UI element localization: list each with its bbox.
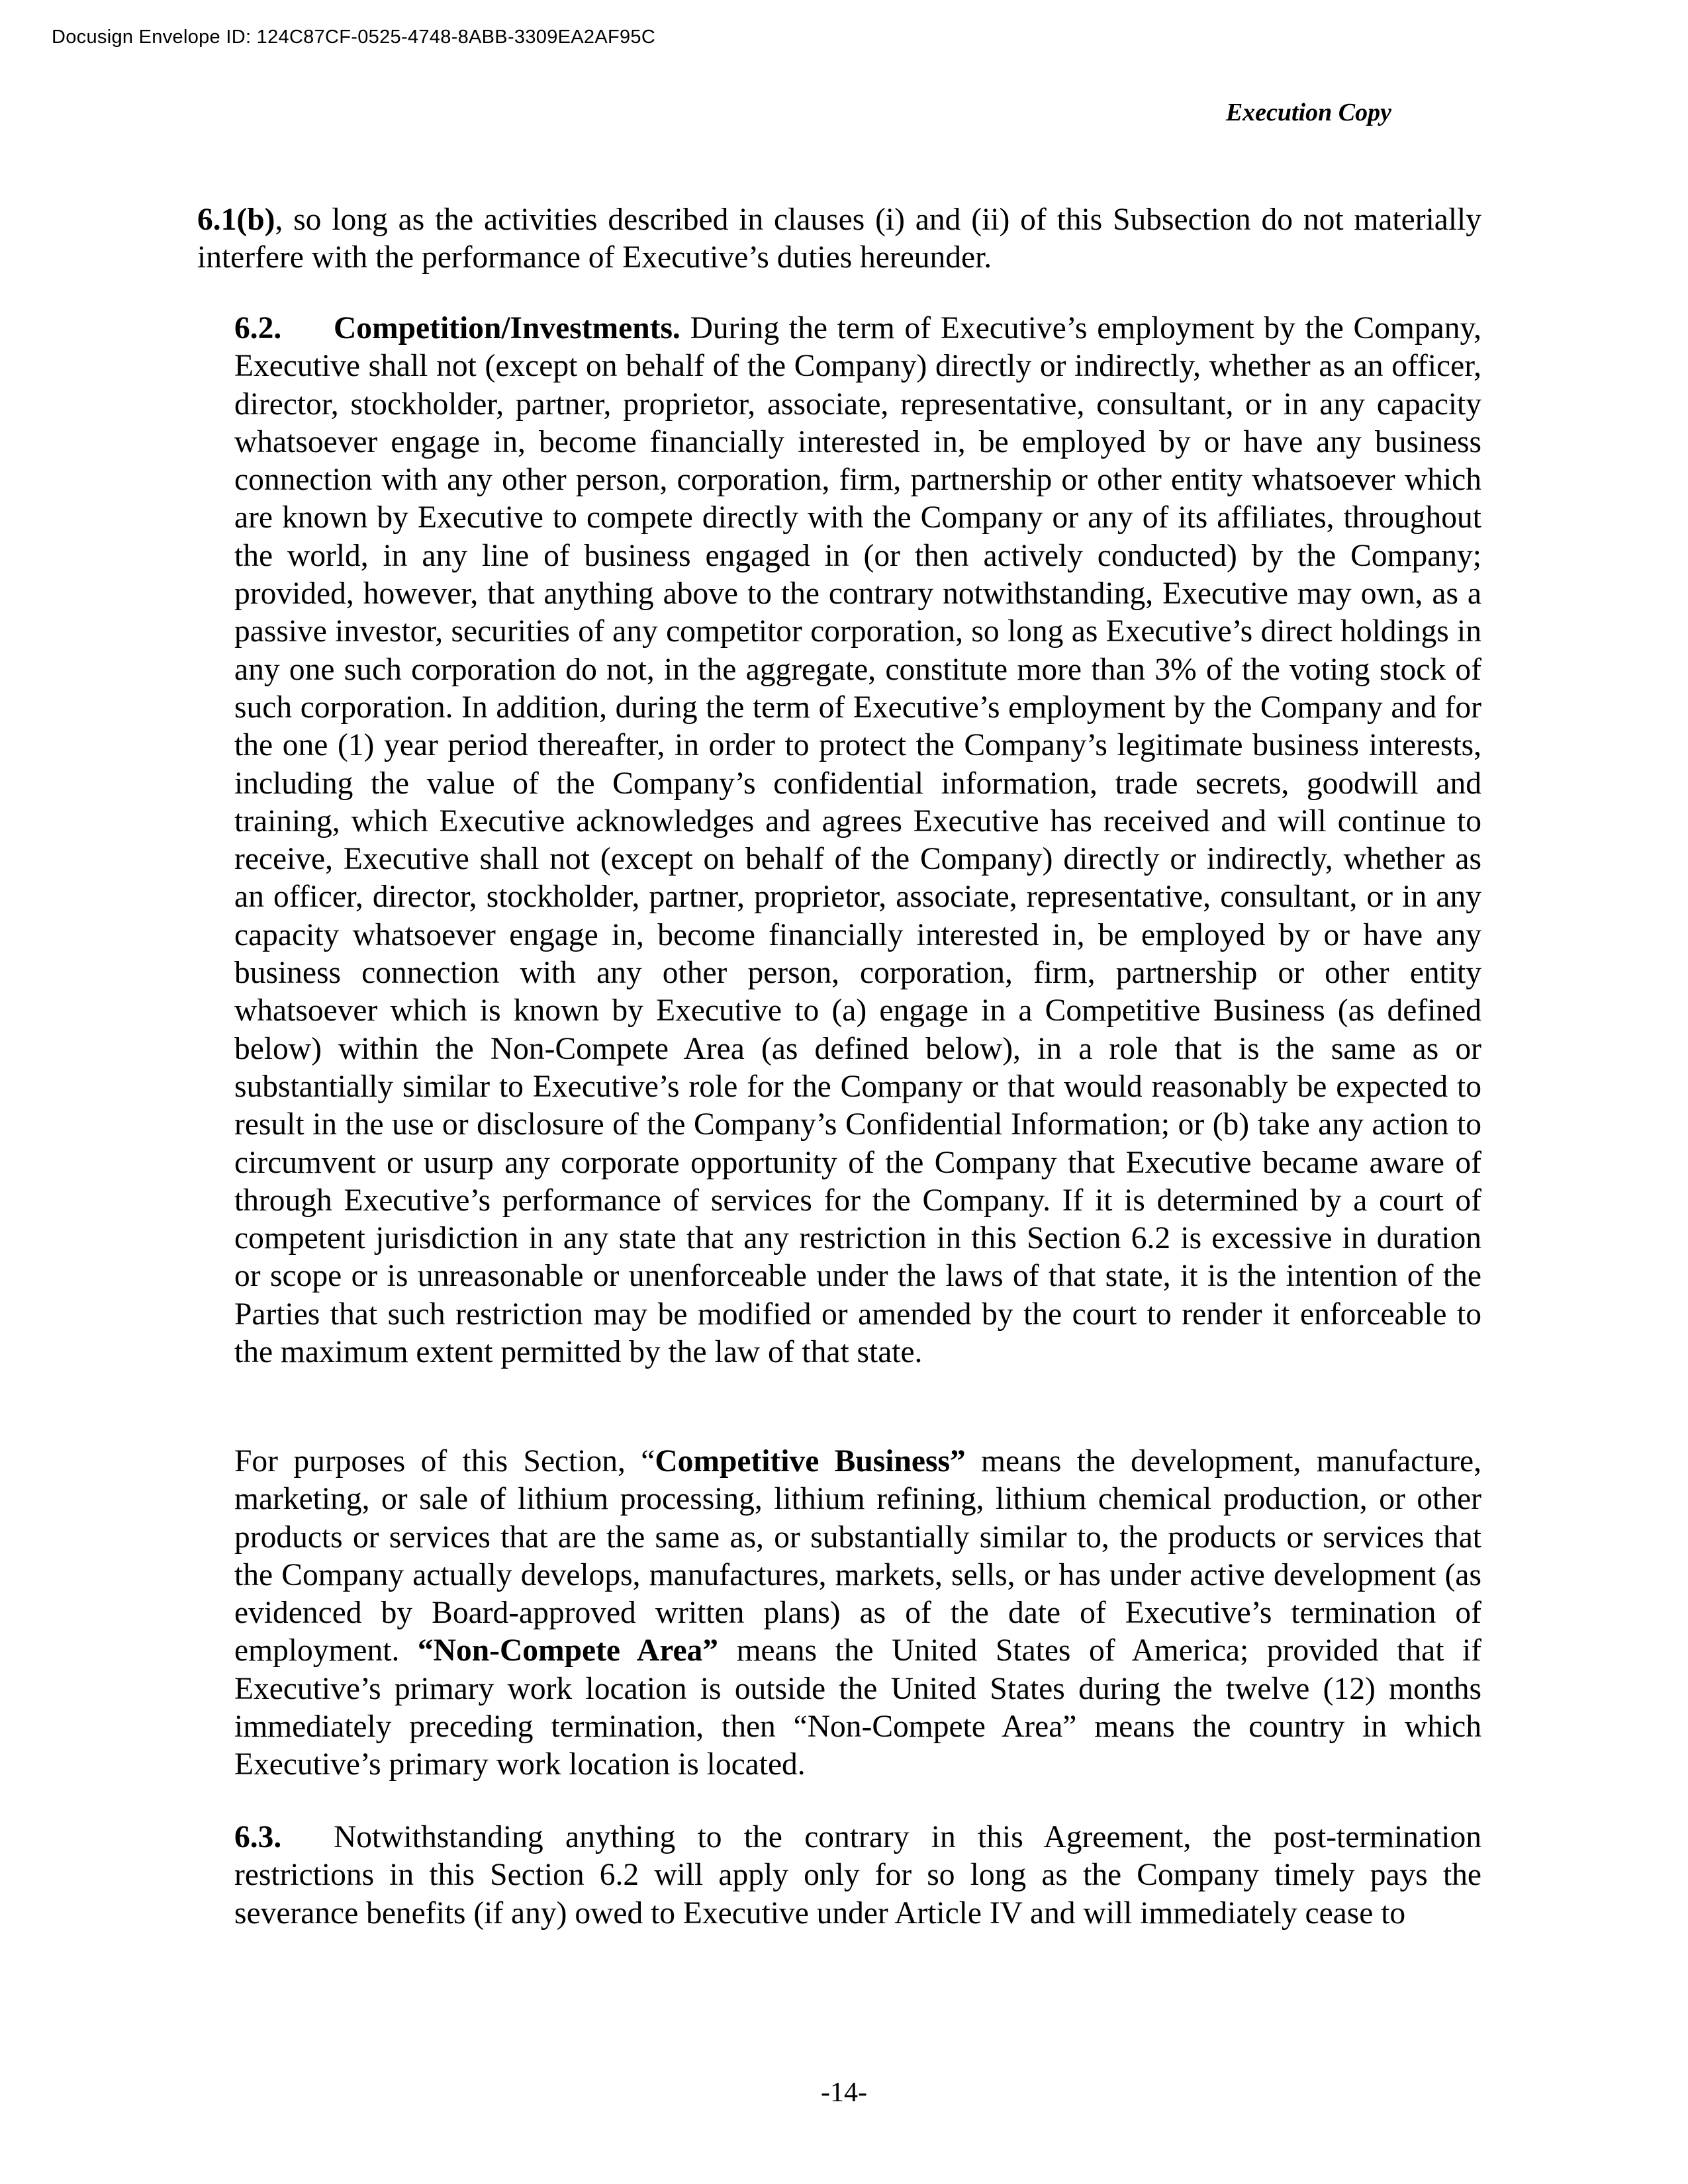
section-ref-6-1b: 6.1(b) bbox=[197, 203, 275, 237]
paragraph-text: means the United States of America; provided that if Executive’s primary work location is outside the United States during the twelve (12) months immediately preceding termination, then “Non-Compete Area” means the country in which Executive’s primary work location is located. bbox=[234, 1633, 1481, 1782]
envelope-id: Docusign Envelope ID: 124C87CF-0525-4748-8ABB-3309EA2AF95C bbox=[52, 26, 656, 48]
paragraph-text: Notwithstanding anything to the contrary in this Agreement, the post-termination restrictions in this Section 6.2 will apply only for so long as the Company timely pays the severance benefits (if any) owed to Executive under Article IV and will immediately cease to bbox=[234, 1820, 1481, 1931]
term-non-compete-area: “Non-Compete Area” bbox=[417, 1633, 719, 1668]
section-number-6-3: 6.3. bbox=[234, 1820, 282, 1854]
section-title-competition: Competition/Investments. bbox=[334, 311, 680, 345]
execution-copy-label: Execution Copy bbox=[1225, 99, 1391, 126]
page-number: -14- bbox=[821, 2077, 867, 2108]
paragraph-lead: For purposes of this Section, “ bbox=[234, 1444, 655, 1479]
paragraph-text: , so long as the activities described in clauses (i) and (ii) of this Subsection do not materially interfere with the performance of Executive’s duties hereunder. bbox=[197, 203, 1481, 275]
paragraph-6-3 bbox=[234, 1819, 1481, 1933]
paragraph-definitions bbox=[234, 1443, 1481, 1784]
paragraph-text: During the term of Executive’s employment by the Company, Executive shall not (except on behalf of the Company) directly or indirectly, whether as an officer, director, stockholder, partner, proprietor, associate, representative, consultant, or in any capacity whatsoever engage in, become financially interested in, be employed by or have any business connection with any other person, corporation, firm, partnership or other entity whatsoever which are known by Executive to compete directly with the Company or any of its affiliates, throughout the world, in any line of business engaged in (or then actively conducted) by the Company; provided, however, that anything above to the contrary notwithstanding, Executive may own, as a passive investor, securities of any competitor corporation, so long as Executive’s direct holdings in any one such corporation do not, in the aggregate, constitute more than 3% of the voting stock of such corporation. In addition, during the term of Executive’s employment by the Company and for the one (1) year period thereafter, in order to protect the Company’s legitimate business interests, including the value of the Company’s confidential information, trade secrets, goodwill and training, which Executive acknowledges and agrees Executive has received and will continue to receive, Executive shall not (except on behalf of the Company) directly or indirectly, whether as an officer, director, stockholder, partner, proprietor, associate, representative, consultant, or in any capacity whatsoever engage in, become financially interested in, be employed by or have any business connection with any other person, corporation, firm, partnership or other entity whatsoever which is known by Executive to (a) engage in a Competitive Business (as defined below) within the Non-Compete Area (as defined below), in a role that is the same as or substantially similar to Executive’s role for the Company or that would reasonably be expected to result in the use or disclosure of the Company’s Confidential Information; or (b) take any action to circumvent or usurp any corporate opportunity of the Company that Executive became aware of through Executive’s performance of services for the Company. If it is determined by a court of competent jurisdiction in any state that any restriction in this Section 6.2 is excessive in duration or scope or is unreasonable or unenforceable under the laws of that state, it is the intention of the Parties that such restriction may be modified or amended by the court to render it enforceable to the maximum extent permitted by the law of that state. bbox=[234, 311, 1481, 1370]
section-number-6-2: 6.2. bbox=[234, 311, 282, 345]
paragraph-6-2 bbox=[234, 310, 1481, 1371]
paragraph-6-1b-continuation bbox=[197, 201, 1481, 277]
term-competitive-business: Competitive Business” bbox=[655, 1444, 966, 1479]
paragraph-text: means the development, manufacture, marketing, or sale of lithium processing, lithium refining, lithium chemical production, or other products or services that are the same as, or substantially similar to, the products or services that the Company actually develops, manufactures, markets, sells, or has under active development (as evidenced by Board-approved written plans) as of the date of Executive’s termination of employment. bbox=[234, 1444, 1481, 1668]
